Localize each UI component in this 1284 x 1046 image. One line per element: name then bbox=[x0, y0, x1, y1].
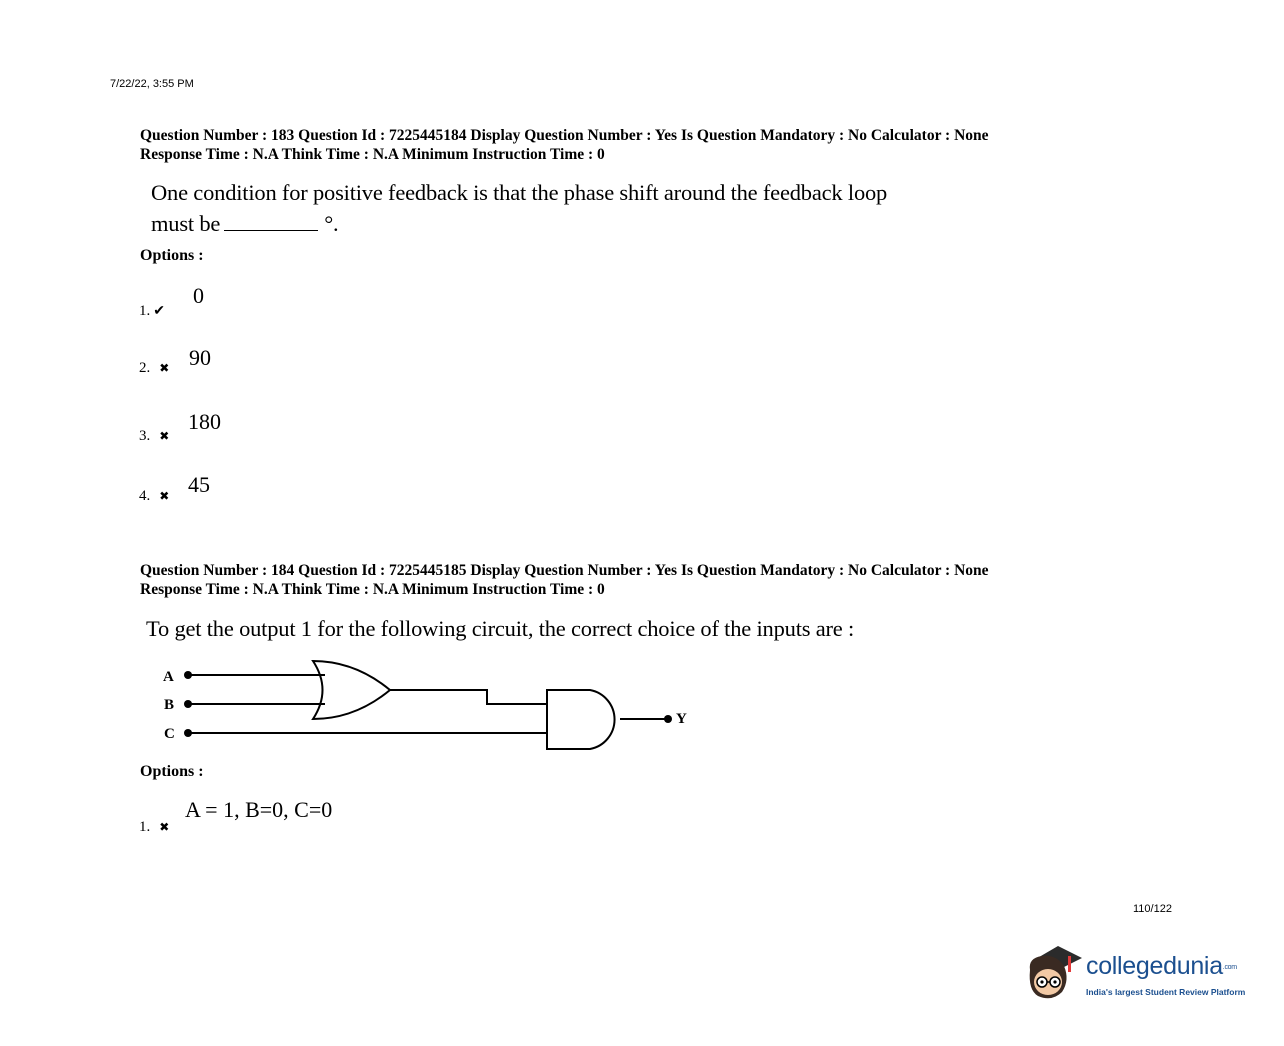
option-1-number: 1. ✔ bbox=[139, 303, 165, 319]
question-184-text: To get the output 1 for the following circuit, the correct choice of the inputs are : bbox=[146, 616, 855, 641]
collegedunia-mascot-icon bbox=[1024, 940, 1084, 1004]
question-183-text-line1: One condition for positive feedback is that the phase shift around the feedback loop bbox=[151, 180, 888, 205]
question-183-degree-suffix: °. bbox=[324, 211, 339, 236]
question-183-meta-line1: Question Number : 183 Question Id : 7225445184 Display Question Number : Yes Is Question Mandatory : No Calculator : None bbox=[140, 127, 989, 144]
question-183-options-label: Options : bbox=[140, 247, 204, 264]
cross-icon: ✖ bbox=[159, 429, 170, 443]
page-number: 110/122 bbox=[1133, 903, 1172, 915]
answer-blank bbox=[224, 212, 318, 231]
or-gate bbox=[313, 661, 390, 719]
output-y-label: Y bbox=[676, 711, 687, 727]
and-gate bbox=[547, 690, 615, 749]
question-184-meta-line2: Response Time : N.A Think Time : N.A Minimum Instruction Time : 0 bbox=[140, 581, 605, 598]
question-184-options-label: Options : bbox=[140, 763, 204, 780]
input-a-node bbox=[184, 671, 192, 679]
option-3-value: 180 bbox=[188, 409, 221, 434]
option-2-value: 90 bbox=[189, 345, 211, 370]
q184-option-1-number: 1. ✖ bbox=[139, 819, 170, 835]
option-4-value: 45 bbox=[188, 472, 210, 497]
input-b-label: B bbox=[164, 697, 175, 713]
cross-icon: ✖ bbox=[159, 820, 170, 834]
check-icon: ✔ bbox=[153, 304, 165, 319]
question-183-meta-line2: Response Time : N.A Think Time : N.A Minimum Instruction Time : 0 bbox=[140, 146, 605, 163]
input-c-node bbox=[184, 729, 192, 737]
input-c-label: C bbox=[164, 726, 175, 742]
print-timestamp: 7/22/22, 3:55 PM bbox=[110, 78, 194, 90]
question-183-text-must-be: must be bbox=[151, 211, 221, 236]
wire-or-output bbox=[390, 690, 547, 704]
question-184-meta-line1: Question Number : 184 Question Id : 7225445185 Display Question Number : Yes Is Question Mandatory : No Calculator : None bbox=[140, 562, 989, 579]
option-2-number: 2. ✖ bbox=[139, 360, 170, 376]
logic-circuit-diagram bbox=[150, 650, 710, 760]
cross-icon: ✖ bbox=[159, 361, 170, 375]
q184-option-1-value: A = 1, B=0, C=0 bbox=[185, 797, 333, 822]
brand-name: collegedunia.com bbox=[1086, 952, 1237, 980]
option-1-value: 0 bbox=[193, 283, 204, 308]
option-4-number: 4. ✖ bbox=[139, 488, 170, 504]
question-183-text-line2 bbox=[151, 211, 338, 237]
input-b-node bbox=[184, 700, 192, 708]
input-a-label: A bbox=[163, 669, 174, 685]
output-node bbox=[664, 715, 672, 723]
cross-icon: ✖ bbox=[159, 489, 170, 503]
brand-tagline: India's largest Student Review Platform bbox=[1086, 987, 1246, 997]
option-3-number: 3. ✖ bbox=[139, 428, 170, 444]
brand-suffix: .com bbox=[1222, 963, 1237, 971]
